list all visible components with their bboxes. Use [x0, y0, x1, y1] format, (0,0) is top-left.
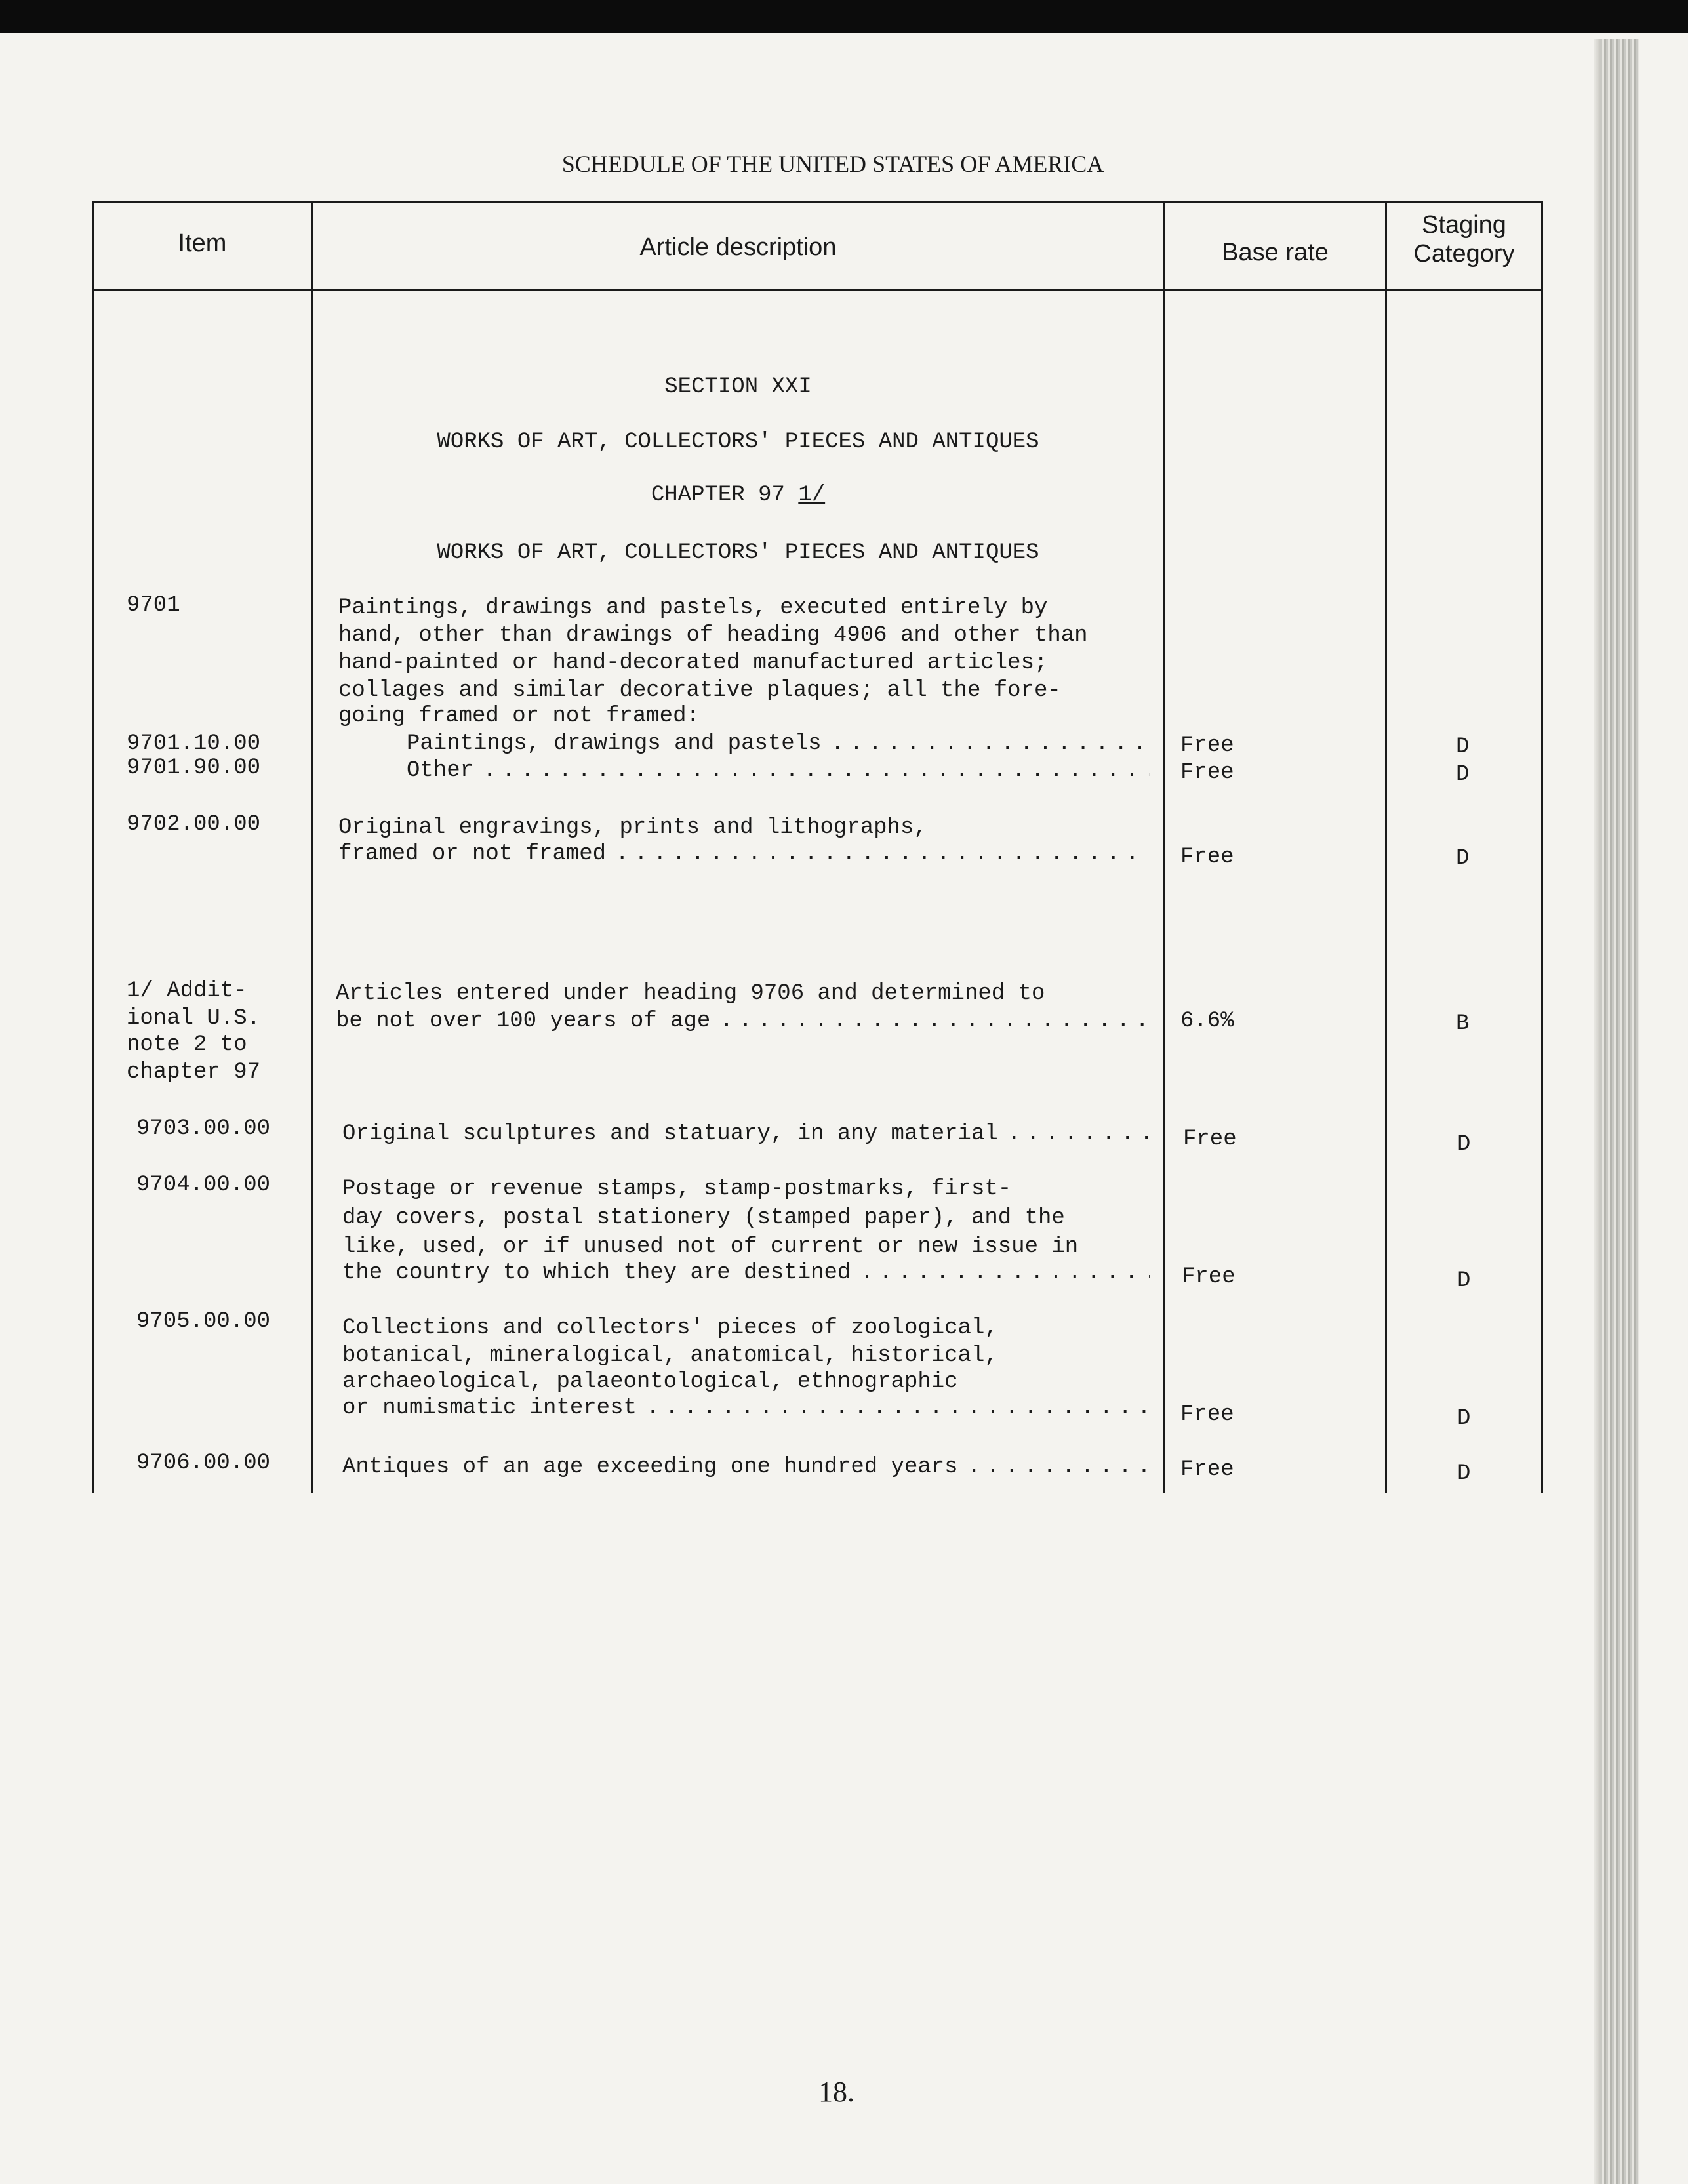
- description-text: the country to which they are destined: [342, 1262, 851, 1284]
- table-top-rule: [92, 201, 1542, 203]
- staging-category: D: [1457, 1406, 1471, 1431]
- item-code: 9705.00.00: [136, 1309, 271, 1334]
- chapter-title: WORKS OF ART, COLLECTORS' PIECES AND ANTIQUES: [437, 540, 1039, 565]
- chapter-note-ref: 1/: [798, 483, 826, 508]
- page-edge: [1600, 39, 1639, 2184]
- description-leader-line: [342, 1262, 1150, 1284]
- staging-category: D: [1456, 846, 1470, 871]
- staging-category: D: [1457, 1268, 1471, 1293]
- description-line: Articles entered under heading 9706 and determined to: [336, 981, 1045, 1006]
- description-text: Original sculptures and statuary, in any material: [342, 1123, 998, 1145]
- description-leader-line: [407, 759, 1150, 782]
- staging-category: B: [1456, 1011, 1470, 1036]
- description-text: or numismatic interest: [342, 1397, 637, 1419]
- staging-category: D: [1457, 1132, 1471, 1157]
- description-text: Other: [407, 759, 474, 782]
- chapter-heading: [313, 484, 1163, 506]
- column-rule-2: [1163, 201, 1165, 1493]
- header-description: Article description: [639, 233, 837, 261]
- base-rate: 6.6%: [1180, 1009, 1234, 1034]
- base-rate: Free: [1180, 760, 1234, 785]
- item-code: 9701.90.00: [127, 756, 261, 780]
- description-line: day covers, postal stationery (stamped paper), and the: [342, 1205, 1065, 1230]
- page-title: SCHEDULE OF THE UNITED STATES OF AMERICA: [561, 151, 1104, 177]
- description-line: Postage or revenue stamps, stamp-postmarks, first-: [342, 1177, 1012, 1202]
- item-code: 9703.00.00: [136, 1116, 271, 1141]
- base-rate: Free: [1180, 733, 1234, 758]
- item-code: 9706.00.00: [136, 1451, 271, 1476]
- item-code: 9701.10.00: [127, 731, 261, 756]
- chapter-label: CHAPTER 97: [651, 483, 785, 508]
- description-line: hand, other than drawings of heading 4906 and other than: [338, 623, 1088, 648]
- base-rate: Free: [1180, 1457, 1234, 1482]
- header-base-rate: Base rate: [1222, 239, 1329, 266]
- base-rate: Free: [1182, 1264, 1236, 1289]
- description-line: like, used, or if unused not of current or new issue in: [342, 1234, 1079, 1259]
- description-leader-line: [338, 843, 1150, 865]
- description-leader-line: [336, 1010, 1150, 1032]
- description-line: Paintings, drawings and pastels, executed entirely by: [338, 596, 1048, 620]
- description-line: going framed or not framed:: [338, 704, 700, 729]
- table-right-rule: [1541, 201, 1543, 1493]
- column-rule-3: [1385, 201, 1387, 1493]
- description-line: collages and similar decorative plaques; all the fore-: [338, 678, 1061, 703]
- page-number: 18.: [818, 2076, 854, 2108]
- note-text: 1/ Addit-: [127, 979, 247, 1003]
- header-staging-2: Category: [1413, 240, 1515, 268]
- item-note-line: chapter 97: [127, 1060, 261, 1085]
- description-leader-line: [342, 1123, 1150, 1145]
- description-line: archaeological, palaeontological, ethnographic: [342, 1369, 958, 1394]
- item-note-line: ional U.S.: [127, 1006, 261, 1031]
- scan-top-border: [0, 0, 1688, 33]
- base-rate: Free: [1183, 1127, 1237, 1152]
- item-code: 9702.00.00: [127, 812, 261, 837]
- description-text: be not over 100 years of age: [336, 1010, 711, 1032]
- header-staging-1: Staging: [1422, 211, 1506, 239]
- description-leader-line: [342, 1456, 1150, 1478]
- description-text: framed or not framed: [338, 843, 607, 865]
- item-code: 9701: [127, 593, 180, 618]
- item-note-line: [127, 980, 247, 1002]
- section-heading: SECTION XXI: [664, 374, 812, 399]
- description-line: hand-painted or hand-decorated manufactured articles;: [338, 651, 1048, 676]
- base-rate: Free: [1180, 845, 1234, 870]
- header-item: Item: [178, 230, 227, 257]
- staging-category: D: [1456, 762, 1470, 787]
- table-left-rule: [92, 201, 94, 1493]
- base-rate: Free: [1180, 1402, 1234, 1427]
- description-text: Antiques of an age exceeding one hundred years: [342, 1456, 958, 1478]
- item-note-line: note 2 to: [127, 1032, 247, 1057]
- description-line: Collections and collectors' pieces of zoological,: [342, 1316, 998, 1341]
- description-leader-line: [342, 1397, 1150, 1419]
- description-line: Original engravings, prints and lithographs,: [338, 815, 927, 840]
- header-bottom-rule: [92, 289, 1542, 291]
- staging-category: D: [1456, 735, 1470, 759]
- item-code: 9704.00.00: [136, 1173, 271, 1198]
- description-text: Paintings, drawings and pastels: [407, 733, 822, 755]
- description-line: botanical, mineralogical, anatomical, historical,: [342, 1343, 998, 1368]
- staging-category: D: [1457, 1461, 1471, 1486]
- description-leader-line: [407, 733, 1150, 755]
- section-title: WORKS OF ART, COLLECTORS' PIECES AND ANTIQUES: [437, 430, 1039, 455]
